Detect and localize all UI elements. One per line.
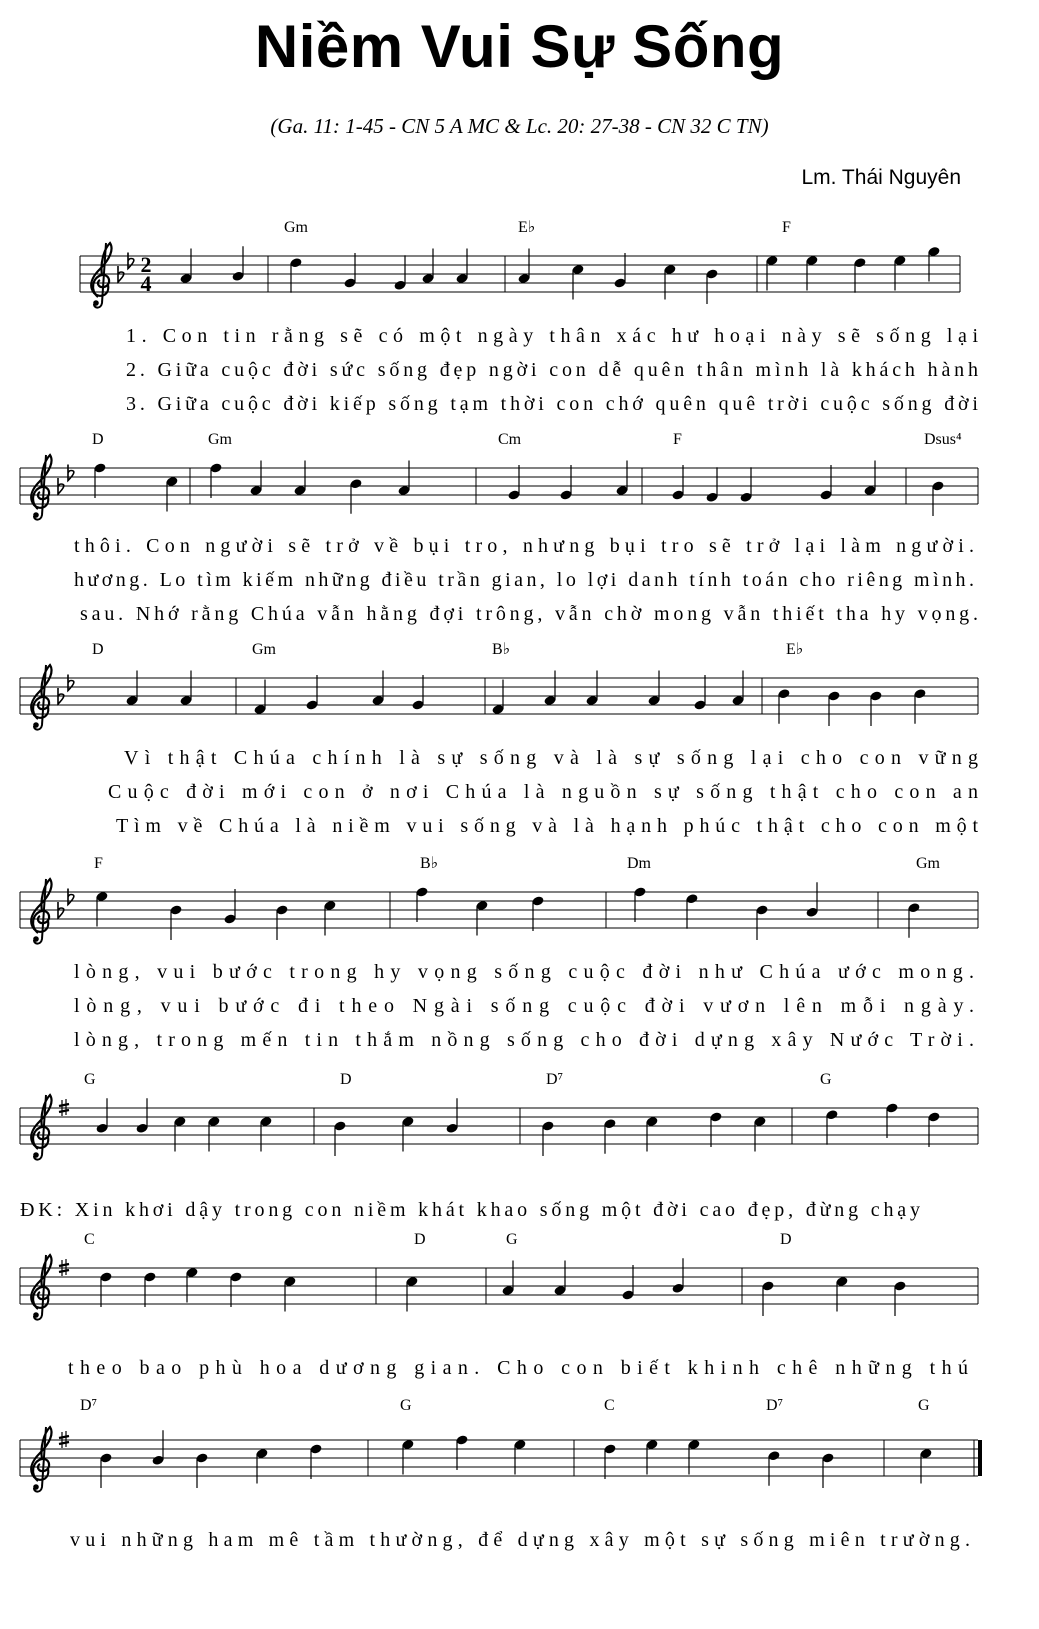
staff-system-2 (20, 431, 978, 625)
staff-system-6 (20, 1231, 978, 1379)
chord-symbol: F (673, 431, 682, 448)
composer-credit: Lm. Thái Nguyên (801, 166, 961, 189)
treble-clef-icon (31, 455, 51, 520)
treble-clef-icon (31, 665, 51, 730)
staff-system-7 (20, 1397, 982, 1551)
treble-clef-icon (31, 1427, 51, 1492)
lyric-line: theo bao phù hoa dương gian. Cho con biết khinh chê những thú (68, 1357, 969, 1379)
flat-icon (68, 465, 74, 481)
staff-system-4 (20, 855, 978, 1051)
chord-symbol: D⁷ (546, 1071, 564, 1088)
chord-symbol: G (84, 1071, 96, 1088)
lyric-line: lòng, vui bước trong hy vọng sống cuộc đời như Chúa ước mong. (74, 961, 974, 983)
chord-symbol: D (92, 641, 104, 658)
chord-symbol: Dm (627, 855, 651, 872)
lyric-line: 2. Giữa cuộc đời sức sống đẹp ngời con dễ quên thân mình là khách hành (126, 359, 978, 381)
chord-symbol: E♭ (786, 641, 804, 658)
staff-system-1 (80, 219, 978, 415)
flat-icon (68, 889, 74, 905)
treble-clef-icon (31, 1095, 51, 1160)
chord-symbol: G (820, 1071, 832, 1088)
chord-symbol: F (782, 219, 791, 236)
staff-system-3 (20, 641, 978, 837)
lyric-line: lòng, trong mến tin thắm nồng sống cho đời dựng xây Nước Trời. (74, 1029, 974, 1051)
time-signature-top: 2 (140, 252, 152, 277)
lyric-line: 1. Con tin rằng sẽ có một ngày thân xác hư hoại này sẽ sống lại (126, 325, 979, 347)
final-barline (978, 1440, 982, 1476)
flat-icon (68, 675, 74, 691)
chord-symbol: D (92, 431, 104, 448)
lyric-line: Tìm về Chúa là niềm vui sống và là hạnh phúc thật cho con một (116, 815, 979, 837)
staff-system-5 (20, 1071, 978, 1221)
lyric-line: 3. Giữa cuộc đời kiếp sống tạm thời con chớ quên quê trời cuộc sống đời (126, 393, 978, 415)
treble-clef-icon (31, 1255, 51, 1320)
time-signature-bottom: 4 (140, 271, 152, 296)
chord-symbol: B♭ (420, 855, 439, 872)
song-title: Niềm Vui Sự Sống (254, 13, 785, 80)
chord-symbol: Dsus⁴ (924, 431, 962, 448)
chord-symbol: G (918, 1397, 930, 1414)
treble-clef-icon (31, 879, 51, 944)
chord-symbol: G (400, 1397, 412, 1414)
lyric-line: hương. Lo tìm kiếm những điều trần gian, lo lợi danh tính toán cho riêng mình. (74, 569, 974, 591)
scripture-reference: (Ga. 11: 1-45 - CN 5 A MC & Lc. 20: 27-38 - CN 32 C TN) (270, 114, 769, 138)
treble-clef-icon (91, 243, 111, 308)
lyric-line: Vì thật Chúa chính là sự sống và là sự sống lại cho con vững (124, 747, 978, 769)
chord-symbol: Gm (208, 431, 232, 448)
chord-symbol: Gm (916, 855, 940, 872)
chord-symbol: Gm (284, 219, 308, 236)
chord-symbol: G (506, 1231, 518, 1248)
chord-symbol: D (340, 1071, 352, 1088)
lyric-line: sau. Nhớ rằng Chúa vẫn hằng đợi trông, vẫn chờ mong vẫn thiết tha hy vọng. (80, 603, 978, 625)
chord-symbol: D (414, 1231, 426, 1248)
flat-icon (128, 253, 134, 269)
chord-symbol: D (780, 1231, 792, 1248)
lyric-line: Cuộc đời mới con ở nơi Chúa là nguồn sự sống thật cho con an (108, 781, 979, 803)
chord-symbol: D⁷ (766, 1397, 784, 1414)
chord-symbol: D⁷ (80, 1397, 98, 1414)
chord-symbol: Gm (252, 641, 276, 658)
chord-symbol: C (604, 1397, 615, 1414)
lyric-line: vui những ham mê tầm thường, để dựng xây một sự sống miên trường. (70, 1529, 970, 1551)
lyric-line: ĐK: Xin khơi dậy trong con niềm khát khao sống một đời cao đẹp, đừng chạy (20, 1199, 920, 1221)
chord-symbol: C (84, 1231, 95, 1248)
chord-symbol: B♭ (492, 641, 511, 658)
chord-symbol: Cm (498, 431, 522, 448)
lyric-line: lòng, vui bước đi theo Ngài sống cuộc đời vươn lên mỗi ngày. (74, 995, 974, 1017)
chord-symbol: F (94, 855, 103, 872)
chord-symbol: E♭ (518, 219, 536, 236)
lyric-line: thôi. Con người sẽ trở về bụi tro, nhưng bụi tro sẽ trở lại làm người. (74, 535, 974, 557)
